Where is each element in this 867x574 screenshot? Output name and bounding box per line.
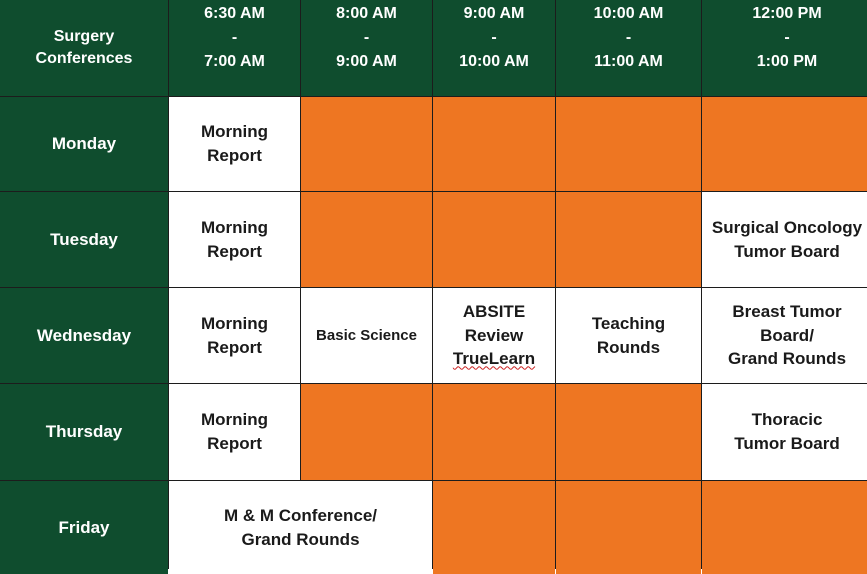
open-slot [433, 97, 555, 191]
session-line: Thoracic [751, 410, 823, 430]
time-sep: - [231, 29, 238, 46]
session-wednesday-slot5 [702, 288, 867, 383]
time-start: 8:00 AM [336, 5, 397, 22]
session-wednesday-slot3 [433, 288, 555, 383]
session-line-truelearn: TrueLearn [452, 349, 536, 369]
time-start: 10:00 AM [593, 5, 664, 22]
session-line: Rounds [596, 337, 661, 357]
session-line: Morning [200, 313, 269, 333]
time-header-4 [556, 0, 701, 96]
session-line: Review [464, 325, 524, 345]
time-header-1 [169, 0, 300, 96]
session-line: Breast Tumor [732, 301, 842, 321]
corner-line-2: Conferences [35, 50, 133, 67]
corner-header [0, 0, 168, 96]
time-start: 6:30 AM [204, 5, 265, 22]
open-slot [433, 481, 555, 574]
session-line: Surgical Oncology [711, 217, 863, 237]
time-sep: - [491, 29, 497, 46]
open-slot [702, 97, 867, 191]
open-slot [301, 192, 432, 287]
time-start: 12:00 PM [752, 5, 822, 22]
day-label-friday: Friday [0, 481, 168, 574]
session-line: Morning [200, 122, 269, 142]
corner-line-1: Surgery [53, 27, 115, 45]
time-sep: - [625, 29, 632, 46]
session-tuesday-slot5 [702, 192, 867, 287]
session-tuesday-slot1 [169, 192, 300, 287]
session-line: Report [207, 434, 262, 453]
session-line: ABSITE [462, 301, 526, 321]
open-slot [433, 384, 555, 480]
time-end: 9:00 AM [336, 53, 397, 70]
day-label-monday: Monday [0, 97, 168, 191]
time-end: 11:00 AM [594, 53, 663, 70]
session-line: Basic Science [316, 327, 417, 344]
time-sep: - [784, 29, 790, 46]
session-thursday-slot1 [169, 384, 300, 480]
open-slot [433, 192, 555, 287]
session-wednesday-slot2 [301, 288, 432, 383]
session-line: Grand Rounds [241, 529, 360, 549]
time-header-5 [702, 0, 867, 96]
time-end: 10:00 AM [459, 53, 529, 70]
open-slot [556, 97, 701, 191]
session-wednesday-slot1 [169, 288, 300, 383]
session-line: M & M Conference/ [223, 505, 378, 525]
time-header-3 [433, 0, 555, 96]
session-thursday-slot5 [702, 384, 867, 480]
session-line: Morning [200, 410, 269, 430]
session-line: Grand Rounds [727, 349, 847, 369]
session-line: Board/ [760, 325, 814, 345]
session-friday-slot1-2 [169, 481, 432, 574]
session-line: Tumor Board [734, 241, 840, 261]
open-slot [702, 481, 867, 574]
open-slot [301, 384, 432, 480]
day-label-tuesday: Tuesday [0, 192, 168, 287]
open-slot [556, 384, 701, 480]
time-start: 9:00 AM [463, 5, 525, 22]
session-line: Morning [200, 217, 269, 237]
session-line: Tumor Board [734, 434, 840, 453]
open-slot [556, 192, 701, 287]
session-wednesday-slot4 [556, 288, 701, 383]
session-line: Report [207, 241, 262, 261]
session-line: Report [207, 337, 262, 357]
session-line: Report [207, 146, 262, 165]
time-end: 1:00 PM [756, 53, 818, 70]
time-header-2 [301, 0, 432, 96]
time-sep: - [363, 29, 370, 46]
day-label-wednesday: Wednesday [0, 288, 168, 383]
open-slot [301, 97, 432, 191]
open-slot [556, 481, 701, 574]
session-line: Teaching [591, 313, 666, 333]
session-monday-slot1 [169, 97, 300, 191]
time-end: 7:00 AM [204, 53, 265, 70]
day-label-thursday: Thursday [0, 384, 168, 480]
